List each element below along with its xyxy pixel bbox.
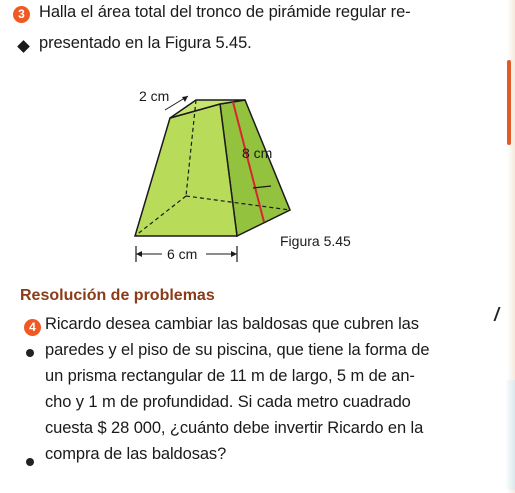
problem-4-text-line: un prisma rectangular de 11 m de largo, 5 m de an- <box>45 367 415 385</box>
problem-4-text-line: compra de las baldosas? <box>45 445 227 463</box>
problem-4-text-line: paredes y el piso de su piscina, que tiene la forma de <box>45 341 430 359</box>
section-title: Resolución de problemas <box>20 287 215 304</box>
problem-3-text-line-1: Halla el área total del tronco de pirámide regular re- <box>39 3 411 21</box>
problem-3-text-line-2: presentado en la Figura 5.45. <box>39 34 252 52</box>
bullet-dot-icon <box>26 458 34 466</box>
figure-caption: Figura 5.45 <box>280 233 351 249</box>
slant-height-label: 8 cm <box>242 145 273 161</box>
frustum-front-face <box>135 104 237 236</box>
problem-4-text-line: Ricardo desea cambiar las baldosas que cubren las <box>45 315 419 333</box>
arrowhead-icon <box>136 251 142 257</box>
top-edge-label: 2 cm <box>139 88 170 104</box>
arrowhead-icon <box>231 251 237 257</box>
problem-4-text-line: cho y 1 m de profundidad. Si cada metro cuadrado <box>45 393 411 411</box>
problem-3-number-badge: 3 <box>13 6 30 23</box>
problem-4-text-line: cuesta $ 28 000, ¿cuánto debe invertir Ricardo en la <box>45 419 424 437</box>
problem-4-number-badge: 4 <box>24 319 41 336</box>
base-edge-label: 6 cm <box>167 246 198 262</box>
bullet-dot-icon <box>26 349 34 357</box>
